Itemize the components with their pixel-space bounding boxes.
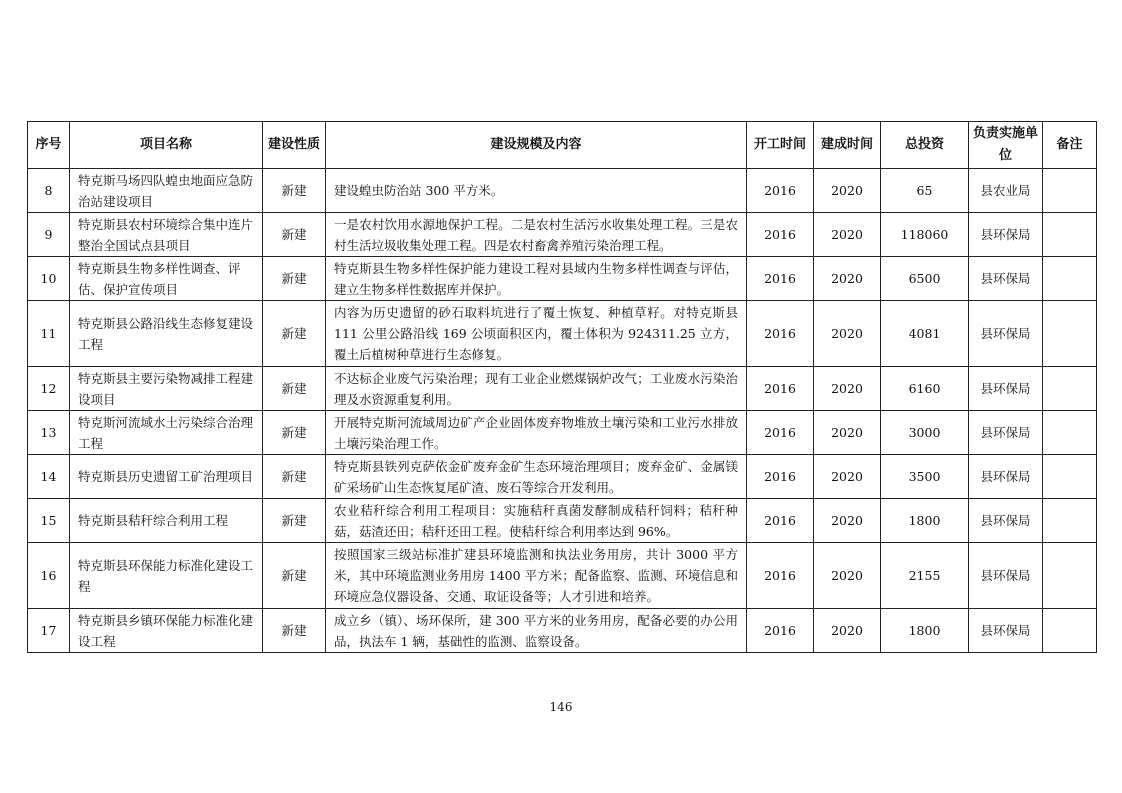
cell-responsible-unit: 县环保局 [969, 543, 1043, 609]
cell-project-name: 特克斯县农村环境综合集中连片整治全国试点县项目 [70, 213, 263, 257]
cell-project-name: 特克斯县秸秆综合利用工程 [70, 499, 263, 543]
cell-completion-time: 2020 [814, 301, 881, 367]
cell-total-investment: 3000 [881, 411, 969, 455]
cell-nature: 新建 [263, 543, 326, 609]
cell-project-name: 特克斯县历史遗留工矿治理项目 [70, 455, 263, 499]
cell-total-investment: 4081 [881, 301, 969, 367]
header-scope: 建设规模及内容 [326, 122, 747, 169]
table-row [28, 169, 1097, 213]
cell-completion-time: 2020 [814, 499, 881, 543]
header-project-name: 项目名称 [70, 122, 263, 169]
cell-notes [1043, 455, 1097, 499]
cell-total-investment: 118060 [881, 213, 969, 257]
project-table-container [27, 121, 1096, 653]
cell-responsible-unit: 县环保局 [969, 213, 1043, 257]
cell-responsible-unit: 县环保局 [969, 499, 1043, 543]
cell-total-investment: 2155 [881, 543, 969, 609]
cell-nature: 新建 [263, 455, 326, 499]
cell-total-investment: 1800 [881, 609, 969, 653]
header-notes: 备注 [1043, 122, 1097, 169]
cell-start-time: 2016 [747, 499, 814, 543]
cell-start-time: 2016 [747, 367, 814, 411]
cell-responsible-unit: 县环保局 [969, 257, 1043, 301]
cell-notes [1043, 301, 1097, 367]
cell-nature: 新建 [263, 411, 326, 455]
table-row [28, 367, 1097, 411]
cell-start-time: 2016 [747, 411, 814, 455]
header-completion-time: 建成时间 [814, 122, 881, 169]
cell-total-investment: 1800 [881, 499, 969, 543]
cell-start-time: 2016 [747, 169, 814, 213]
cell-start-time: 2016 [747, 257, 814, 301]
cell-responsible-unit: 县环保局 [969, 609, 1043, 653]
cell-notes [1043, 499, 1097, 543]
cell-project-name: 特克斯河流域水土污染综合治理工程 [70, 411, 263, 455]
cell-start-time: 2016 [747, 213, 814, 257]
cell-completion-time: 2020 [814, 213, 881, 257]
header-seq: 序号 [28, 122, 70, 169]
cell-total-investment: 6160 [881, 367, 969, 411]
cell-notes [1043, 257, 1097, 301]
cell-notes [1043, 213, 1097, 257]
cell-notes [1043, 367, 1097, 411]
project-table [27, 121, 1097, 653]
table-header [28, 122, 1097, 169]
cell-completion-time: 2020 [814, 455, 881, 499]
cell-scope: 不达标企业废气污染治理；现有工业企业燃煤锅炉改气；工业废水污染治理及水资源重复利用。 [326, 367, 747, 411]
cell-seq: 11 [28, 301, 70, 367]
cell-nature: 新建 [263, 169, 326, 213]
cell-start-time: 2016 [747, 543, 814, 609]
cell-scope: 农业秸秆综合利用工程项目：实施秸秆真菌发酵制成秸秆饲料；秸秆种菇，菇渣还田；秸秆还田工程。使秸秆综合利用率达到 96%。 [326, 499, 747, 543]
table-row [28, 411, 1097, 455]
cell-scope: 特克斯县生物多样性保护能力建设工程对县域内生物多样性调查与评估，建立生物多样性数据库并保护。 [326, 257, 747, 301]
table-row [28, 455, 1097, 499]
cell-total-investment: 6500 [881, 257, 969, 301]
cell-project-name: 特克斯县乡镇环保能力标准化建设工程 [70, 609, 263, 653]
cell-scope: 一是农村饮用水源地保护工程。二是农村生活污水收集处理工程。三是农村生活垃圾收集处理工程。四是农村畜禽养殖污染治理工程。 [326, 213, 747, 257]
cell-completion-time: 2020 [814, 169, 881, 213]
cell-completion-time: 2020 [814, 411, 881, 455]
cell-seq: 14 [28, 455, 70, 499]
cell-seq: 9 [28, 213, 70, 257]
cell-responsible-unit: 县农业局 [969, 169, 1043, 213]
header-nature: 建设性质 [263, 122, 326, 169]
cell-total-investment: 65 [881, 169, 969, 213]
cell-scope: 按照国家三级站标准扩建县环境监测和执法业务用房，共计 3000 平方米，其中环境监测业务用房 1400 平方米；配备监察、监测、环境信息和环境应急仪器设备、交通、取证设备等；人才引进和培养。 [326, 543, 747, 609]
header-responsible-unit: 负责实施单位 [969, 122, 1043, 169]
table-row [28, 257, 1097, 301]
table-row [28, 301, 1097, 367]
cell-start-time: 2016 [747, 455, 814, 499]
header-total-investment: 总投资 [881, 122, 969, 169]
cell-responsible-unit: 县环保局 [969, 301, 1043, 367]
cell-responsible-unit: 县环保局 [969, 411, 1043, 455]
cell-seq: 13 [28, 411, 70, 455]
cell-project-name: 特克斯县生物多样性调查、评估、保护宣传项目 [70, 257, 263, 301]
cell-start-time: 2016 [747, 301, 814, 367]
header-start-time: 开工时间 [747, 122, 814, 169]
cell-responsible-unit: 县环保局 [969, 455, 1043, 499]
cell-scope: 建设蝗虫防治站 300 平方米。 [326, 169, 747, 213]
cell-nature: 新建 [263, 609, 326, 653]
table-row [28, 609, 1097, 653]
cell-nature: 新建 [263, 257, 326, 301]
cell-notes [1043, 411, 1097, 455]
cell-scope: 成立乡（镇）、场环保所，建 300 平方米的业务用房，配备必要的办公用品，执法车 1 辆，基础性的监测、监察设备。 [326, 609, 747, 653]
cell-scope: 内容为历史遗留的砂石取料坑进行了覆土恢复、种植草籽。对特克斯县 111 公里公路沿线 169 公顷面积区内，覆土体积为 924311.25 立方，覆土后植树种草进行生态修复。 [326, 301, 747, 367]
cell-seq: 17 [28, 609, 70, 653]
cell-start-time: 2016 [747, 609, 814, 653]
cell-total-investment: 3500 [881, 455, 969, 499]
cell-seq: 10 [28, 257, 70, 301]
cell-seq: 12 [28, 367, 70, 411]
cell-project-name: 特克斯县主要污染物减排工程建设项目 [70, 367, 263, 411]
cell-completion-time: 2020 [814, 367, 881, 411]
cell-completion-time: 2020 [814, 609, 881, 653]
cell-nature: 新建 [263, 301, 326, 367]
cell-notes [1043, 169, 1097, 213]
cell-notes [1043, 609, 1097, 653]
cell-scope: 特克斯县铁列克萨依金矿废弃金矿生态环境治理项目；废弃金矿、金属镁矿采场矿山生态恢复尾矿渣、废石等综合开发利用。 [326, 455, 747, 499]
table-row [28, 213, 1097, 257]
cell-nature: 新建 [263, 367, 326, 411]
header-row [28, 122, 1097, 169]
table-row [28, 543, 1097, 609]
cell-project-name: 特克斯县环保能力标准化建设工程 [70, 543, 263, 609]
cell-scope: 开展特克斯河流域周边矿产企业固体废弃物堆放土壤污染和工业污水排放土壤污染治理工作。 [326, 411, 747, 455]
cell-responsible-unit: 县环保局 [969, 367, 1043, 411]
cell-notes [1043, 543, 1097, 609]
cell-seq: 8 [28, 169, 70, 213]
cell-nature: 新建 [263, 499, 326, 543]
cell-project-name: 特克斯马场四队蝗虫地面应急防治站建设项目 [70, 169, 263, 213]
cell-project-name: 特克斯县公路沿线生态修复建设工程 [70, 301, 263, 367]
cell-nature: 新建 [263, 213, 326, 257]
cell-completion-time: 2020 [814, 257, 881, 301]
table-body [28, 169, 1097, 653]
cell-seq: 15 [28, 499, 70, 543]
page-number: 146 [549, 700, 573, 714]
cell-seq: 16 [28, 543, 70, 609]
table-row [28, 499, 1097, 543]
cell-completion-time: 2020 [814, 543, 881, 609]
